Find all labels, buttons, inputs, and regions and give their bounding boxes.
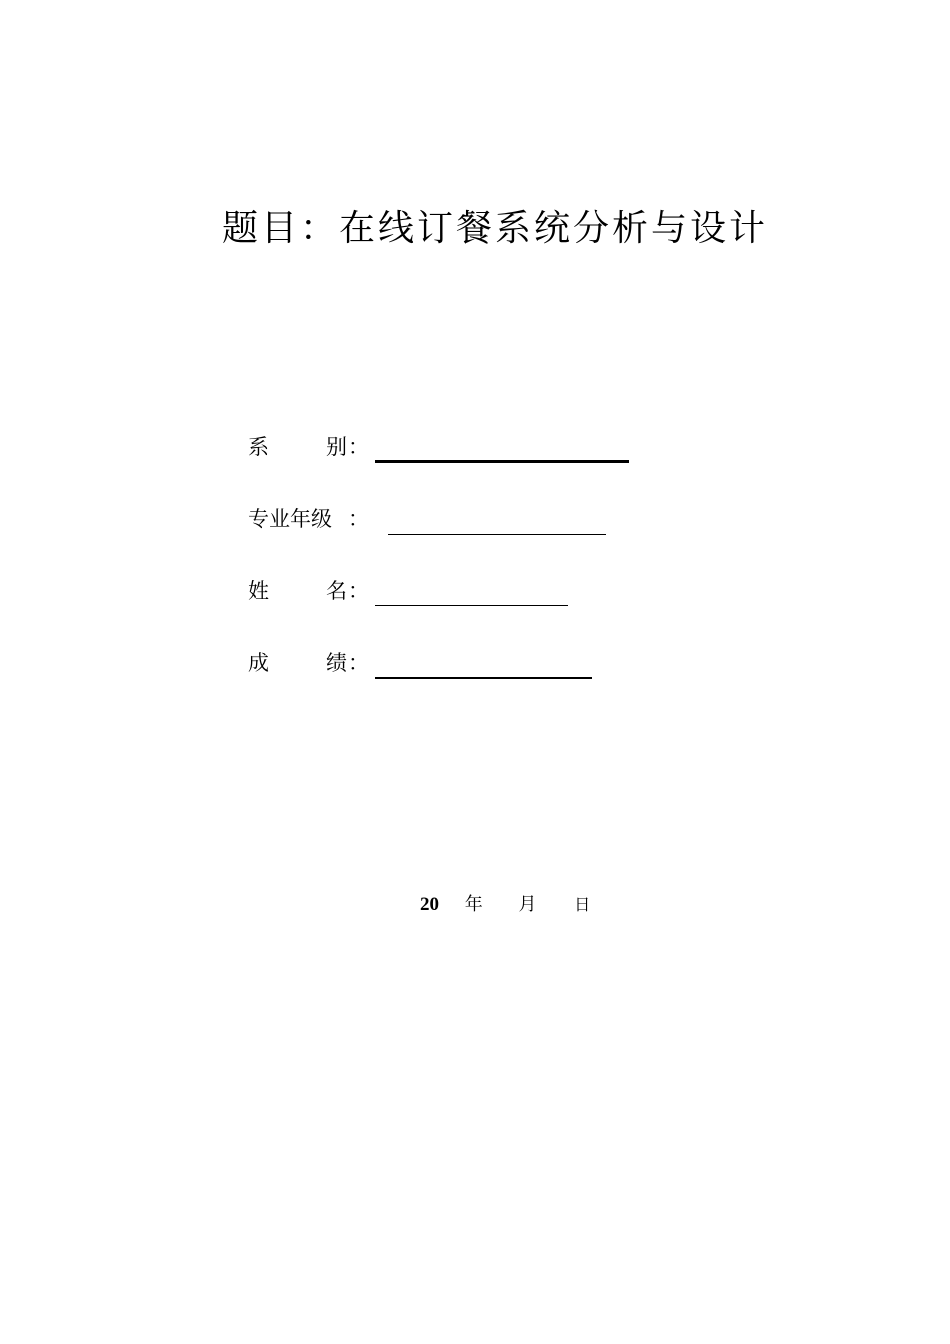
name-label-char2: 名: [326, 579, 347, 603]
name-label-colon: ：: [348, 579, 369, 603]
score-field: [248, 648, 648, 688]
document-title: 题目：在线订餐系统分析与设计: [221, 208, 768, 249]
major-grade-label: 专业年级: [248, 507, 332, 531]
date-year-prefix: 20: [420, 894, 439, 915]
date-month-label: 月: [518, 894, 537, 915]
department-underline[interactable]: [375, 460, 629, 463]
department-label-char1: 系: [248, 435, 269, 459]
major-grade-label-colon: ：: [348, 507, 369, 531]
name-underline[interactable]: [375, 605, 568, 606]
major-grade-field: [248, 504, 648, 544]
name-field: [248, 576, 648, 616]
date-line: [420, 890, 590, 916]
date-year-label: 年: [464, 894, 483, 915]
score-label-char1: 成: [248, 651, 269, 675]
department-label-colon: ：: [348, 435, 369, 459]
name-label-char1: 姓: [248, 579, 269, 603]
score-underline[interactable]: [375, 677, 592, 679]
department-label-char2: 别: [326, 435, 347, 459]
date-day-label: 日: [574, 895, 591, 914]
score-label-colon: ：: [348, 651, 369, 675]
major-grade-underline[interactable]: [388, 534, 606, 535]
department-field: [248, 432, 648, 472]
score-label-char2: 绩: [326, 651, 347, 675]
